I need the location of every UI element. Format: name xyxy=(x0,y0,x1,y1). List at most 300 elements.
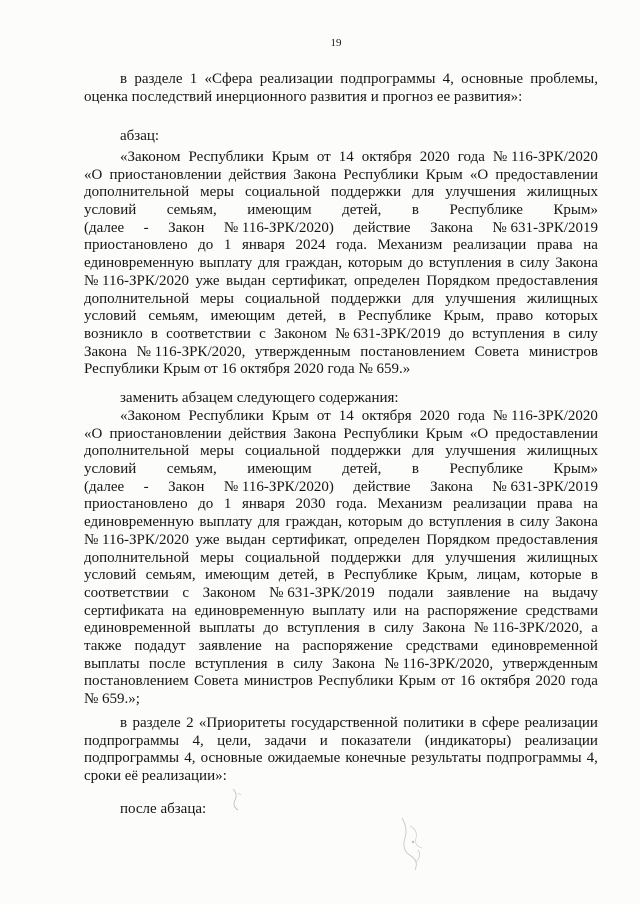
word: Закона xyxy=(332,655,376,672)
word: права xyxy=(536,237,573,254)
text-line xyxy=(84,567,598,585)
word: № 116-ЗРК/2020) xyxy=(223,219,334,236)
word: № 116-ЗРК/2020 xyxy=(492,149,598,165)
word: «О xyxy=(84,425,103,442)
word: «Законом xyxy=(120,408,181,424)
word: подпрограммы xyxy=(84,750,180,767)
text-line xyxy=(84,496,598,514)
word: силу xyxy=(384,620,414,637)
word: Крым xyxy=(425,166,463,183)
replace-instruction-block xyxy=(84,390,598,408)
word: № 116-ЗРК/2020 xyxy=(492,408,598,424)
word: разделе xyxy=(134,71,183,87)
word: в xyxy=(411,461,419,478)
word: выплату xyxy=(312,602,366,619)
word: сертификат, xyxy=(271,531,348,548)
word: № 116-ЗРК/2020 xyxy=(84,272,190,289)
word: вступления xyxy=(287,620,360,637)
text-line xyxy=(84,603,598,621)
text-line xyxy=(84,443,598,461)
word: (индикаторы) xyxy=(424,732,512,749)
word: жилищных xyxy=(526,443,598,460)
word: Крым xyxy=(425,425,463,442)
word: до xyxy=(198,496,214,513)
word: года xyxy=(457,149,485,165)
text-line xyxy=(84,673,598,691)
word: Закона xyxy=(430,478,473,495)
word: для xyxy=(412,184,435,201)
word: действие xyxy=(353,478,411,495)
word: сфере xyxy=(481,715,520,731)
word: показатели xyxy=(341,732,412,749)
word: Закона xyxy=(293,425,337,442)
text-line xyxy=(84,733,598,751)
after-paragraph-block xyxy=(84,801,598,819)
word: для xyxy=(412,290,435,307)
word: Крым xyxy=(398,673,436,690)
word: от xyxy=(316,408,331,424)
word: политики xyxy=(403,715,465,731)
word: Республики xyxy=(343,166,419,183)
word: Законом xyxy=(273,325,327,342)
word: Республики xyxy=(318,673,394,690)
word: «О xyxy=(469,425,489,442)
replace-instruction: заменить абзацем следующего содержания: xyxy=(120,390,399,406)
word: разделе xyxy=(132,715,181,731)
word: ожидаемые xyxy=(267,750,341,767)
word: октября xyxy=(361,408,412,424)
word: имеющим xyxy=(247,202,312,219)
word: поддержки xyxy=(330,290,402,307)
word: действия xyxy=(228,166,287,183)
word: Крым» xyxy=(553,202,598,219)
word: которых xyxy=(545,308,598,325)
word: соответствии xyxy=(84,584,169,601)
text-line xyxy=(84,167,598,185)
text-line xyxy=(84,344,598,362)
word: 2020 xyxy=(419,149,450,165)
text-line xyxy=(84,184,598,202)
word: Закона xyxy=(430,219,473,236)
word: социальной xyxy=(244,184,320,201)
label-after-paragraph: после абзаца: xyxy=(120,801,207,817)
word: года xyxy=(457,408,485,424)
word: Республики xyxy=(343,425,419,442)
word: улучшения xyxy=(445,549,516,566)
word: задачи xyxy=(264,732,307,749)
word: после xyxy=(148,655,186,672)
text-line: сроки её реализации»: xyxy=(84,768,227,785)
word: утвержденным xyxy=(255,343,351,360)
amendment-section-2-intro xyxy=(84,715,598,786)
word: Республике xyxy=(449,202,523,219)
word: выплату xyxy=(199,514,253,531)
word: реализации xyxy=(524,732,598,749)
word: улучшения xyxy=(445,290,516,307)
word: 1 xyxy=(189,71,198,87)
word: права xyxy=(536,496,573,513)
word: до xyxy=(448,325,464,342)
word: социальной xyxy=(244,290,320,307)
word: также xyxy=(84,637,122,654)
word: 2020 xyxy=(419,408,450,424)
text-line xyxy=(84,585,598,603)
word: Республике xyxy=(449,461,523,478)
word: реализации xyxy=(452,496,527,513)
word: цели, xyxy=(217,732,252,749)
word: средствами xyxy=(405,637,479,654)
word: года. xyxy=(336,496,367,513)
word: 4, xyxy=(184,750,196,767)
word: подадут xyxy=(134,637,186,654)
word: № 631-ЗРК/2019 xyxy=(492,219,598,236)
word: имеющим xyxy=(210,308,275,325)
text-line xyxy=(84,715,598,733)
word: заявление xyxy=(446,584,511,601)
word: условий xyxy=(84,308,137,325)
word: вступления xyxy=(428,514,502,531)
word: имеющим xyxy=(247,461,312,478)
word: № 116-ЗРК/2020) xyxy=(223,478,334,495)
word: реализации xyxy=(259,71,334,87)
word: «Приоритеты xyxy=(198,715,286,731)
word: октября xyxy=(361,149,412,165)
word: проблемы, xyxy=(530,71,598,87)
word: утвержденным xyxy=(502,655,598,672)
word: имеющим xyxy=(204,567,270,584)
word: - xyxy=(143,478,149,495)
word: № 116-ЗРК/2020 xyxy=(84,531,190,548)
word: № 116-ЗРК/2020, xyxy=(136,343,246,360)
word: от xyxy=(316,149,331,165)
word: детей, xyxy=(287,308,327,325)
word: основные xyxy=(200,750,263,767)
word: № 631-ЗРК/2019 xyxy=(269,584,375,601)
word: Республике xyxy=(357,308,432,325)
word: в xyxy=(368,620,376,637)
text-line: Республики Крым от 16 октября 2020 года № 659.» xyxy=(84,361,411,378)
word: 2030 xyxy=(295,496,326,513)
word: «Законом xyxy=(120,149,181,165)
word: 1 xyxy=(223,237,232,254)
word: в xyxy=(552,325,561,342)
word: Закона xyxy=(555,514,598,531)
word: приостановлении xyxy=(109,166,222,183)
word: в xyxy=(411,202,419,219)
word: подпрограммы xyxy=(340,71,436,87)
word: семьям, xyxy=(145,567,196,584)
word: Механизм xyxy=(377,496,443,513)
word: условий xyxy=(84,567,137,584)
label-paragraph: абзац: xyxy=(120,128,160,144)
word: 4, xyxy=(192,732,204,749)
text-line xyxy=(84,479,598,497)
word: уже xyxy=(195,272,220,289)
word: детей, xyxy=(278,567,319,584)
word: улучшения xyxy=(445,184,516,201)
word: постановлением xyxy=(360,343,465,360)
word: 4, xyxy=(442,71,454,87)
text-line xyxy=(84,656,598,674)
word: постановлением xyxy=(84,673,189,690)
word: меры xyxy=(200,290,234,307)
word: предоставления xyxy=(496,272,598,289)
word: Республики xyxy=(188,408,264,424)
word: условий xyxy=(84,202,137,219)
word: выплату xyxy=(199,255,253,272)
text-line xyxy=(84,255,598,273)
word: 1 xyxy=(223,496,232,513)
word: Закона xyxy=(84,343,127,360)
text-line xyxy=(84,220,598,238)
word: семьям, xyxy=(166,202,217,219)
text-line xyxy=(84,149,598,167)
word: определен xyxy=(353,272,420,289)
word: на xyxy=(523,584,539,601)
word: в xyxy=(590,567,598,584)
word: определен xyxy=(353,531,420,548)
word: на xyxy=(171,602,187,619)
word: Крым, xyxy=(426,567,468,584)
word: государственной xyxy=(291,715,398,731)
word: которым xyxy=(347,255,403,272)
old-paragraph-quote xyxy=(84,149,598,379)
word: до xyxy=(263,620,279,637)
word: приостановлении xyxy=(109,425,222,442)
word: реализации xyxy=(452,237,527,254)
word: Крым xyxy=(271,149,309,165)
word: дополнительной xyxy=(84,549,190,566)
word: на xyxy=(583,496,598,513)
word: в xyxy=(327,567,335,584)
word: Крым, xyxy=(443,308,485,325)
word: граждан, xyxy=(285,255,343,272)
word: силу xyxy=(519,514,550,531)
word: поддержки xyxy=(330,184,402,201)
word: детей, xyxy=(342,461,382,478)
text-line xyxy=(84,550,598,568)
word: от xyxy=(441,673,455,690)
word: января xyxy=(242,496,285,513)
word: в xyxy=(338,308,346,325)
text-line xyxy=(84,461,598,479)
word: которые xyxy=(529,567,582,584)
word: на xyxy=(404,602,420,619)
word: «О xyxy=(84,166,103,183)
word: года xyxy=(570,673,598,690)
word: меры xyxy=(200,184,234,201)
word: с xyxy=(259,325,266,342)
word: Совета xyxy=(474,343,520,360)
word: для xyxy=(257,514,280,531)
word: № 631-ЗРК/2019 xyxy=(492,478,598,495)
word: на xyxy=(583,237,598,254)
word: улучшения xyxy=(445,443,516,460)
text-line xyxy=(84,426,598,444)
word: жилищных xyxy=(526,290,598,307)
text-line xyxy=(84,237,598,255)
word: действия xyxy=(228,425,287,442)
word: основные xyxy=(461,71,524,87)
word: поддержки xyxy=(330,443,402,460)
word: детей, xyxy=(342,202,382,219)
text-line xyxy=(84,273,598,291)
word: приостановлено xyxy=(84,237,188,254)
word: действие xyxy=(353,219,411,236)
text-line xyxy=(84,514,598,532)
word: до xyxy=(408,514,424,531)
word: сертификат, xyxy=(271,272,348,289)
text-line xyxy=(84,71,598,89)
word: социальной xyxy=(244,443,320,460)
word: министров xyxy=(528,343,598,360)
word: года. xyxy=(336,237,367,254)
text-line: оценка последствий инерционного развития и прогноз ее развития»: xyxy=(84,88,523,105)
word: выплаты xyxy=(199,620,255,637)
text-line xyxy=(84,620,598,638)
word: в xyxy=(120,71,128,87)
word: социальной xyxy=(244,549,320,566)
word: Крым xyxy=(271,408,309,424)
text-line xyxy=(84,291,598,309)
word: 2020 xyxy=(535,673,566,690)
word: граждан, xyxy=(285,514,343,531)
word: предоставлении xyxy=(495,166,598,183)
word: Законом xyxy=(202,584,256,601)
word: Закон xyxy=(168,478,205,495)
word: в xyxy=(276,655,284,672)
word: января xyxy=(242,237,285,254)
text-line xyxy=(84,326,598,344)
word: меры xyxy=(200,443,234,460)
text-line: № 659.»; xyxy=(84,691,140,707)
word: дополнительной xyxy=(84,290,190,307)
word: дополнительной xyxy=(84,443,190,460)
word: на xyxy=(274,637,290,654)
word: Закона xyxy=(422,620,466,637)
word: условий xyxy=(84,461,137,478)
word: октября xyxy=(480,673,531,690)
text-line xyxy=(84,308,598,326)
word: предоставления xyxy=(496,531,598,548)
word: поддержки xyxy=(330,549,402,566)
word: единовременную xyxy=(84,255,194,272)
text-line xyxy=(84,638,598,656)
word: выплаты xyxy=(84,655,140,672)
text-line xyxy=(84,408,598,426)
word: силу xyxy=(519,255,550,272)
word: Республике xyxy=(343,567,418,584)
word: выдан xyxy=(226,272,266,289)
word: министров xyxy=(243,673,313,690)
word: которым xyxy=(347,514,403,531)
word: а xyxy=(591,620,598,637)
word: дополнительной xyxy=(84,184,190,201)
word: для xyxy=(412,443,435,460)
word: приостановлено xyxy=(84,496,188,513)
word: предоставлении xyxy=(495,425,598,442)
word: для xyxy=(412,549,435,566)
word: Закона xyxy=(293,166,337,183)
word: реализации xyxy=(524,715,598,731)
word: Закон xyxy=(168,219,205,236)
label-paragraph-block xyxy=(84,128,598,146)
word: силу xyxy=(293,655,323,672)
word: семьям, xyxy=(166,461,217,478)
text-line xyxy=(84,202,598,220)
word: 14 xyxy=(338,149,354,165)
word: единовременную xyxy=(84,514,194,531)
page-number: 19 xyxy=(330,37,342,49)
word: - xyxy=(143,219,149,236)
new-paragraph-quote xyxy=(84,408,598,709)
word: единовременную xyxy=(194,602,305,619)
word: (далее xyxy=(84,478,125,495)
word: возникло xyxy=(84,325,143,342)
word: № 116-ЗРК/2020, xyxy=(384,655,494,672)
word: подпрограммы xyxy=(486,750,582,767)
word: право xyxy=(496,308,534,325)
word: в xyxy=(507,255,515,272)
word: Совета xyxy=(193,673,239,690)
word: и xyxy=(319,732,328,749)
word: в xyxy=(150,325,158,342)
word: заявление xyxy=(198,637,262,654)
word: № 116-ЗРК/2020, xyxy=(473,620,583,637)
word: единовременной xyxy=(84,620,191,637)
word: вступления xyxy=(428,255,502,272)
word: Порядком xyxy=(426,272,490,289)
word: в xyxy=(120,715,128,731)
word: результаты xyxy=(411,750,482,767)
word: Порядком xyxy=(426,531,490,548)
word: в xyxy=(469,715,477,731)
word: Республики xyxy=(188,149,264,165)
word: с xyxy=(182,584,190,601)
word: № 631-ЗРК/2019 xyxy=(335,325,441,342)
word: выдачу xyxy=(552,584,598,601)
word: уже xyxy=(195,531,220,548)
word: силу xyxy=(568,325,598,342)
word: семьям, xyxy=(148,308,199,325)
word: «Сфера xyxy=(204,71,253,87)
text-line xyxy=(84,750,598,768)
text-line xyxy=(84,532,598,550)
word: Закона xyxy=(555,255,598,272)
word: жилищных xyxy=(526,549,598,566)
amendment-section-1-intro xyxy=(84,71,598,106)
word: меры xyxy=(200,549,234,566)
word: Крым» xyxy=(553,461,598,478)
word: лицам, xyxy=(476,567,521,584)
word: сертификата xyxy=(84,602,164,619)
word: единовременной xyxy=(491,637,598,654)
word: 2024 xyxy=(295,237,326,254)
word: подпрограммы xyxy=(84,732,180,749)
word: 16 xyxy=(460,673,476,690)
word: 14 xyxy=(338,408,354,424)
word: до xyxy=(408,255,424,272)
word: 2 xyxy=(186,715,194,731)
word: распоряжение xyxy=(302,637,393,654)
word: распоряжение xyxy=(427,602,518,619)
word: подали xyxy=(388,584,434,601)
word: средствами xyxy=(525,602,598,619)
word: вступления xyxy=(194,655,268,672)
word: выдан xyxy=(226,531,266,548)
word: до xyxy=(198,237,214,254)
word: в xyxy=(507,514,515,531)
